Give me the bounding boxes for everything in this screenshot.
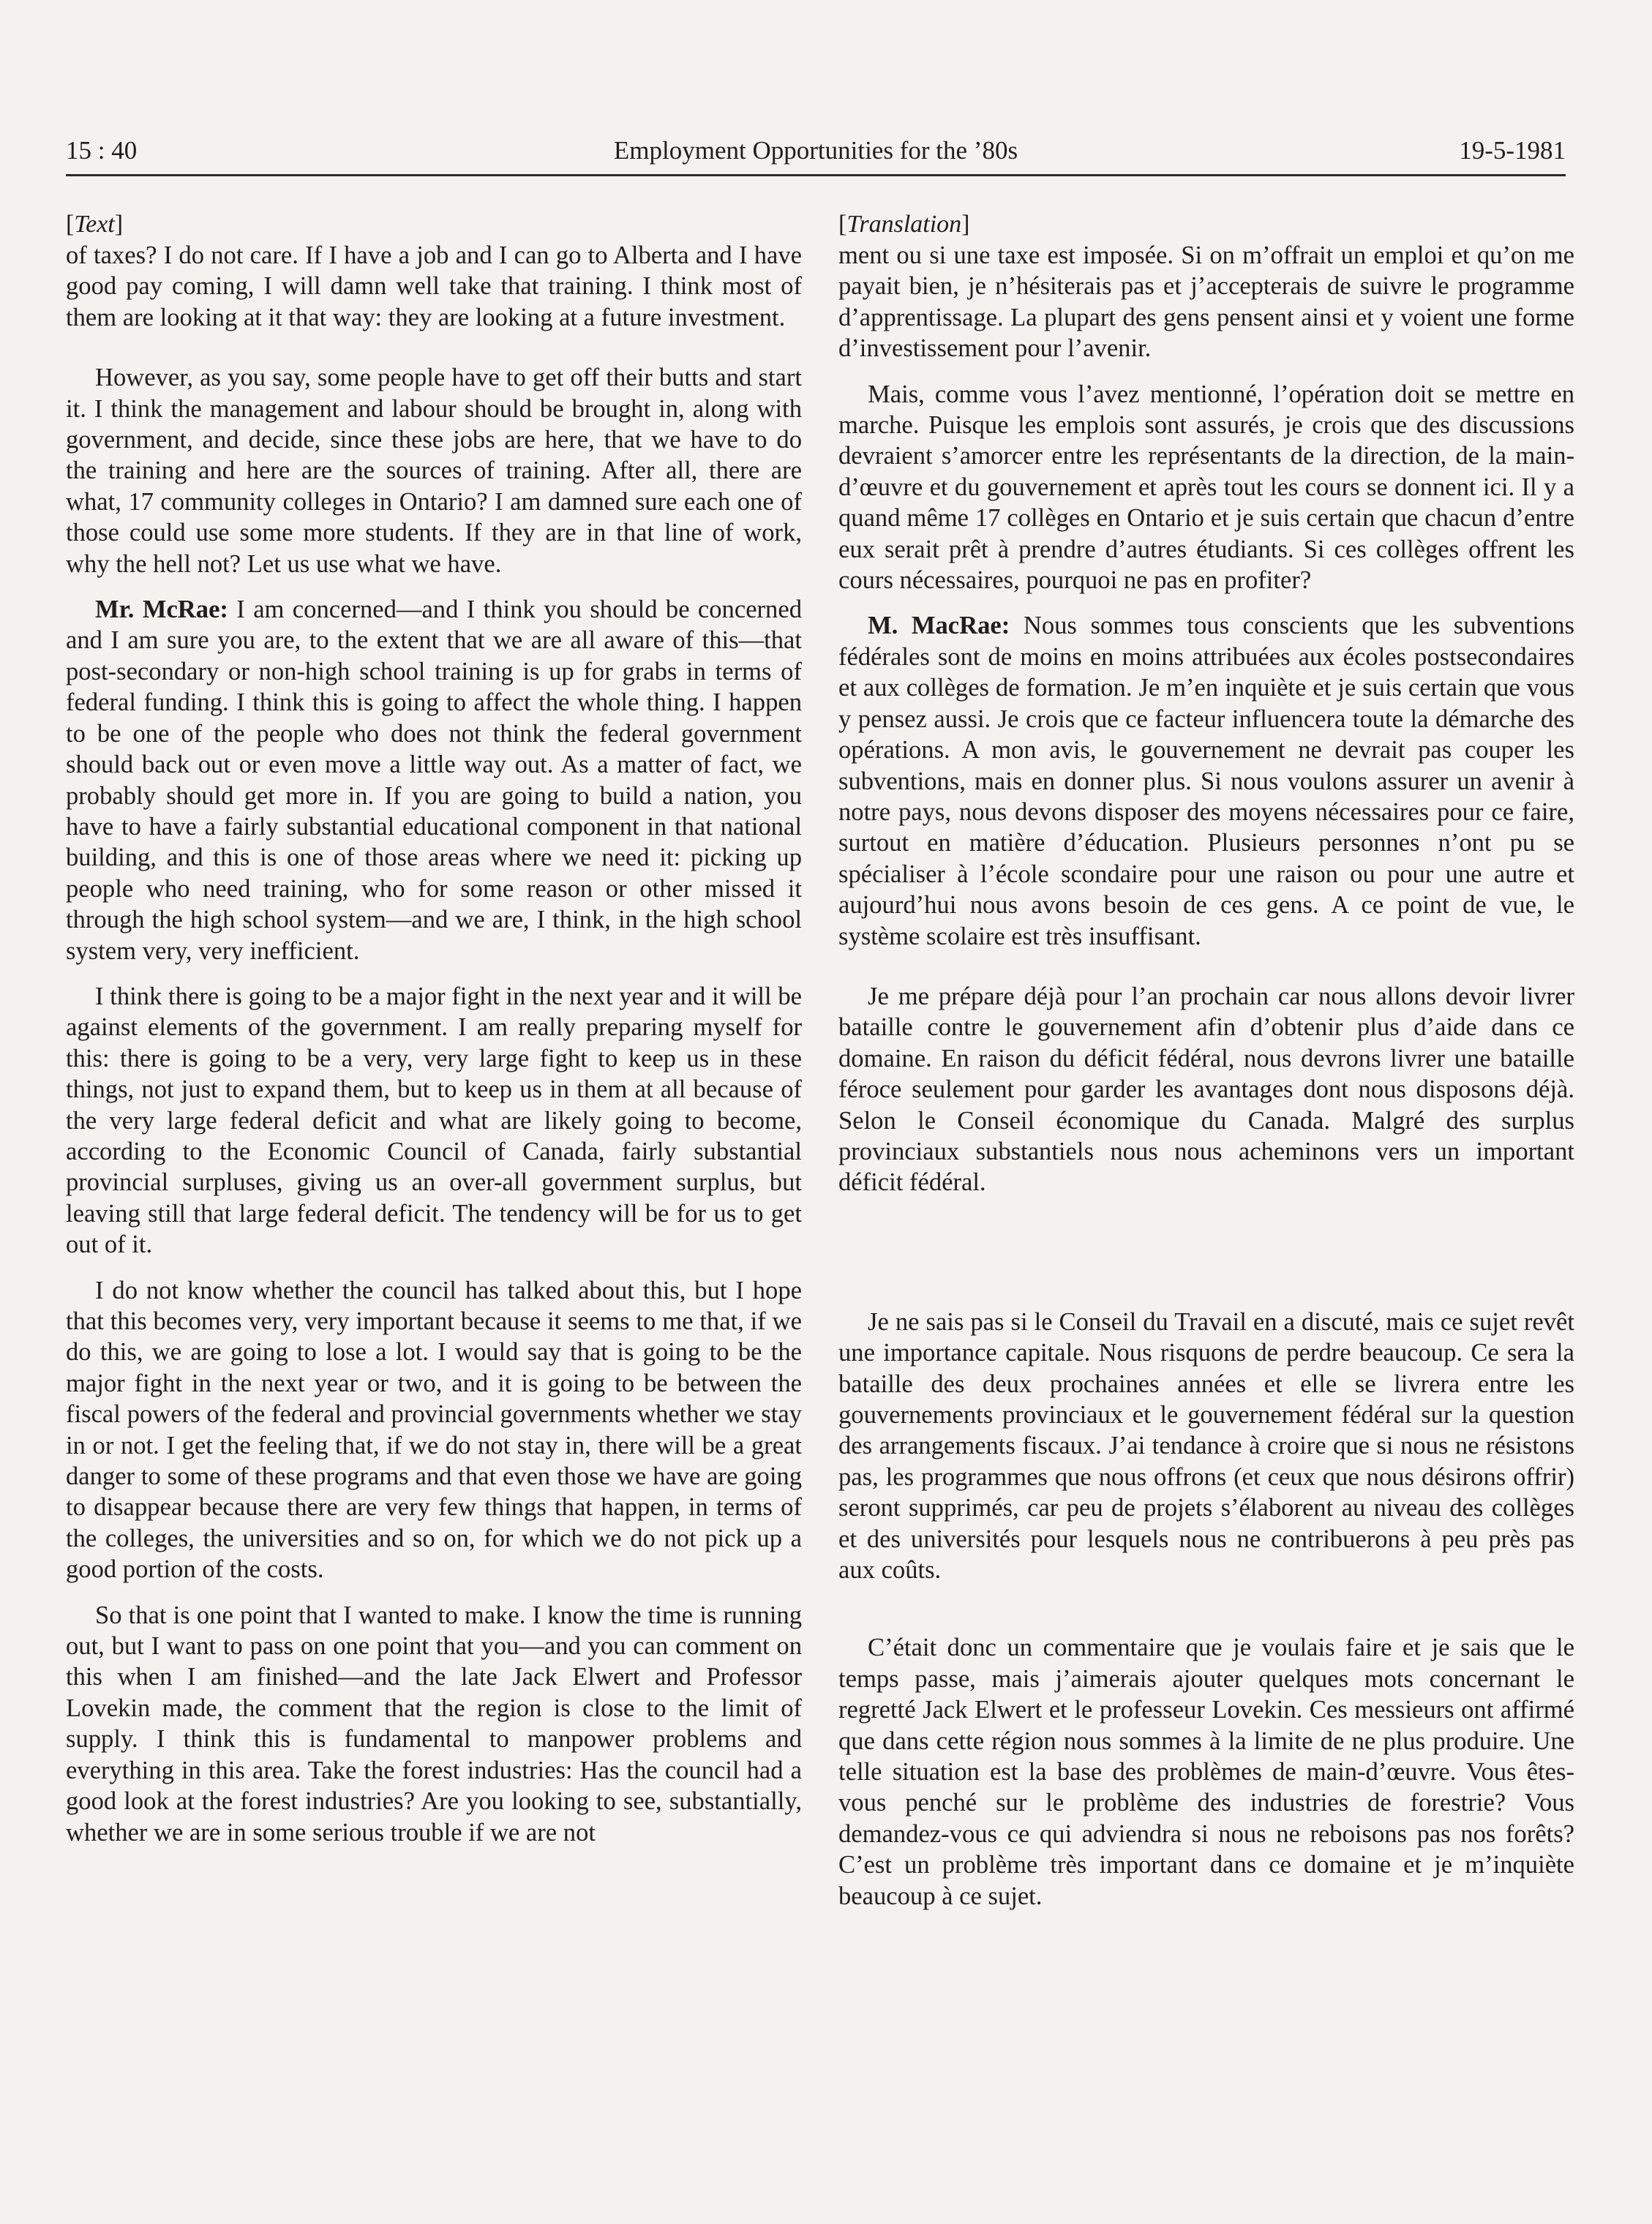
paragraph: So that is one point that I wanted to make. I know the time is running out, but I want to pass on one point that you—and you can comment on this when I am finished—and the late Jack Elwert and Professor Lovekin made, the comment that the region is close to the limit of supply. I think this is fundamental to manpower problems and everything in this area. Take the forest industries: Has the council had a good look at the forest industries? Are you looking to see, substantially, whether we are in some serious trouble if we are not xyxy=(66,1601,802,1847)
column-label-text: Translation xyxy=(846,211,962,238)
speaker-paragraph xyxy=(66,594,802,966)
column-label-text: Text xyxy=(74,211,115,238)
page-header xyxy=(66,133,1566,176)
paragraph: of taxes? I do not care. If I have a job and I can go to Alberta and I have good pay coming, I will damn well take that training. I think most of them are looking at it that way: they are looking at a future investment. xyxy=(66,241,802,331)
paragraph: Mais, comme vous l’avez mentionné, l’opération doit se mettre en marche. Puisque les emplois sont assurés, je crois que des discussions devraient s’amorcer entre les représentants de la direction, de la main-d’œuvre et du gouvernement et après tout les cours se donnent ici. Il y a quand même 17 collèges en Ontario et je suis certain que chacun d’entre eux serait prêt à prendre d’autres étudiants. Si ces collèges offrent les cours nécessaires, pourquoi ne pas en profiter? xyxy=(838,380,1574,595)
speaker-name: Mr. McRae: xyxy=(95,596,228,624)
column-label: [Translation] xyxy=(838,211,970,238)
speech-text: Nous sommes tous conscients que les subventions fédérales sont de moins en moins attribuées aux écoles postsecondaires et aux collèges de formation. Je m’en inquiète et je suis certain que vous y pensez aussi. Je crois que ce facteur influencera toute la démarche des opérations. A mon avis, le gouvernement ne devrait pas couper les subventions, mais en donner plus. Si nous voulons assurer un avenir à notre pays, nous devons disposer des moyens nécessaires pour ce faire, surtout en matière d’éducation. Plusieurs personnes n’ont pu se spécialiser à l’école scondaire pour une raison ou pour une autre et aujourd’hui nous avons besoin de ces gens. A ce point de vue, le système scolaire est très insuffisant. xyxy=(838,612,1574,950)
speech-text: I am concerned—and I think you should be concerned and I am sure you are, to the extent that we are all aware of this—that post-secondary or non-high school training is up for grabs in terms of federal funding. I think this is going to affect the whole thing. I happen to be one of the people who does not think the federal government should back out or even move a little way out. As a matter of fact, we probably should get more in. If you are going to build a nation, you have to have a fairly substantial educational component in that national building, and this is one of those areas where we need it: picking up people who need training, who for some reason or other missed it through the high school system—and we are, I think, in the high school system very, very inefficient. xyxy=(66,596,802,965)
paragraph: Je ne sais pas si le Conseil du Travail en a discuté, mais ce sujet revêt une importance capitale. Nous risquons de perdre beaucoup. Ce sera la bataille des deux prochaines années et elle se livrera entre les gouvernements provinciaux et le gouvernement fédéral sur la question des arrangements fiscaux. J’ai tendance à croire que si nous ne résistons pas, les programmes que nous offrons (et ceux que nous désirons offrir) seront supprimés, car peu de projets s’élaborent au niveau des collèges et des universités pour lesquels nous ne contribuerons à peu près pas aux coûts. xyxy=(838,1307,1574,1585)
paragraph: I think there is going to be a major fight in the next year and it will be against elements of the government. I am really preparing myself for this: there is going to be a very, very large fight to keep us in these things, not just to expand them, but to keep us in them at all because of the very large federal deficit and what are likely going to become, according to the Economic Council of Canada, fairly substantial provincial surpluses, giving us an over-all government surplus, but leaving still that large federal deficit. The tendency will be for us to get out of it. xyxy=(66,982,802,1259)
paragraph: Je me prépare déjà pour l’an prochain car nous allons devoir livrer bataille contre le gouvernement afin d’obtenir plus d’aide dans ce domaine. En raison du déficit fédéral, nous devrons livrer une bataille féroce seulement pour garder les avantages dont nous disposons déjà. Selon le Conseil économique du Canada. Malgré des surplus provinciaux substantiels nous nous acheminons vers un important déficit fédéral. xyxy=(838,982,1574,1197)
english-column xyxy=(66,209,802,1848)
page-number: 15 : 40 xyxy=(66,136,138,165)
column-label: [Text] xyxy=(66,211,124,238)
speaker-paragraph xyxy=(838,610,1574,951)
paragraph: However, as you say, some people have to get off their butts and start it. I think the management and labour should be brought in, along with government, and decide, since these jobs are here, that we have to do the training and here are the sources of training. After all, there are what, 17 community colleges in Ontario? I am damned sure each one of those could use some more students. If they are in that line of work, why the hell not? Let us use what we have. xyxy=(66,364,802,578)
paragraph: C’était donc un commentaire que je voulais faire et je sais que le temps passe, mais j’aimerais ajouter quelques mots concernant le regretté Jack Elwert et le professeur Lovekin. Ces messieurs ont affirmé que dans cette région nous sommes à la limite de ne plus produire. Une telle situation est la base des problèmes de main-d’œuvre. Vous êtes-vous penché sur le problème des industries de forestrie? Vous demandez-vous ce qui adviendra si nous ne reboisons pas nos forêts? C’est un problème très important dans ce domaine et je m’inquiète beaucoup à ce sujet. xyxy=(838,1634,1574,1910)
french-column xyxy=(838,209,1574,1912)
paragraph: I do not know whether the council has talked about this, but I hope that this becomes very, very important because it seems to me that, if we do this, we are going to lose a lot. I would say that is going to be the major fight in the next year or two, and it is going to be between the fiscal powers of the federal and provincial governments whether we stay in or not. I get the feeling that, if we do not stay in, there will be a great danger to some of these programs and that even those we have are going to disappear because there are very few things that happen, in terms of the colleges, the universities and so on, for which we do not pick up a good portion of the costs. xyxy=(66,1276,802,1584)
running-title: Employment Opportunities for the ’80s xyxy=(613,136,1018,165)
page-date: 19-5-1981 xyxy=(1459,136,1566,165)
paragraph: ment ou si une taxe est imposée. Si on m’offrait un emploi et qu’on me payait bien, je n’hésiterais pas et j’accepterais de suivre le programme d’apprentissage. La plupart des gens pensent ainsi et y voient une forme d’investissement pour l’avenir. xyxy=(838,241,1574,363)
speaker-name: M. MacRae: xyxy=(868,612,1010,640)
